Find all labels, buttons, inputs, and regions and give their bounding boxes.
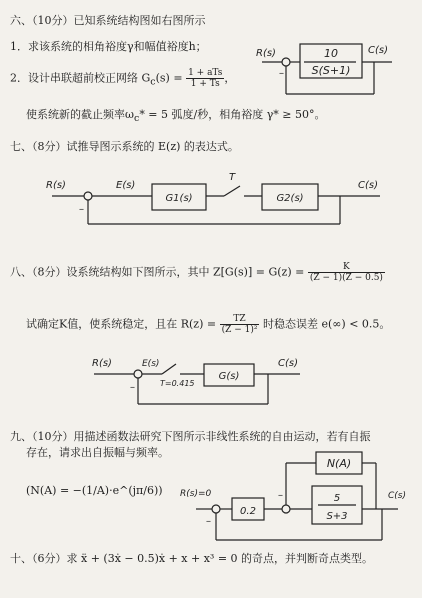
q6-frac-den: 1 + Ts [190, 79, 220, 89]
q6-minus-sign: – [279, 68, 284, 79]
q9-block-num: 5 [333, 493, 341, 504]
q9-nonlinear-label: N(A) [326, 457, 352, 470]
q9-minus-sign-1: – [206, 516, 211, 527]
q8-header-prefix: 八、（8分）设系统结构如下图所示，其中 Z[G(s)] = G(z) = [10, 265, 305, 279]
q8-line2 [26, 314, 390, 335]
q6-line2-sub: c [133, 113, 140, 125]
q8-line2-suffix: 时稳态误差 e(∞) < 0.5。 [262, 317, 391, 331]
q9-minus-sign-2: – [278, 490, 283, 501]
q6-output-label: C(s) [368, 45, 388, 56]
q7-block-g1-label: G1(s) [165, 193, 193, 204]
q7-sampler-label: T [229, 172, 236, 183]
q6-item1: 1．求该系统的相角裕度γ和幅值裕度h； [10, 40, 207, 53]
q6-item2-prefix: 2．设计串联超前校正网络 G [10, 71, 151, 85]
q7-summing-junction [84, 192, 92, 200]
q8-rz-fraction [220, 314, 260, 335]
q8-summing-junction [134, 370, 142, 378]
q7-block-g2-label: G2(s) [276, 193, 304, 204]
q9-block-den: S+3 [326, 511, 348, 522]
q8-sampler-switch [162, 364, 176, 374]
q6-frac-num: 1 + aTs [188, 68, 223, 78]
q8-gz-fraction [308, 262, 385, 283]
q6-line2-text: 使系统新的截止频率ω [26, 108, 134, 121]
q9-header2: 存在，请求出自振幅与频率。 [26, 446, 169, 459]
q8-rz-num: TZ [220, 314, 260, 325]
q6-line2-rest: * = 5 弧度/秒，相角裕度 γ* ≥ 50°。 [139, 108, 326, 121]
q8-rz-den: (Z − 1)² [221, 325, 258, 335]
q7-sampler-switch [224, 186, 240, 196]
q6-item2-suffix: ， [224, 71, 236, 85]
q8-error-label: E(s) [142, 359, 160, 369]
q9-formula: (N(A) = −(1/A)·e^(jπ/6)) [26, 484, 163, 497]
q7-output-label: C(s) [358, 180, 378, 191]
q9-header: 九、（10分）用描述函数法研究下图所示非线性系统的自由运动，若有自振 [10, 430, 371, 443]
q6-block-den: S(S+1) [311, 64, 351, 77]
q8-header [10, 262, 385, 283]
q10-text: 十、（6分）求 ẍ + (3ẋ − 0.5)ẋ + x + x³ = 0 的奇点，并判断奇点类型。 [10, 552, 374, 565]
q6-item2-sub: c [150, 76, 156, 88]
q8-sampler-label: T=0.415 [160, 379, 195, 388]
q9-gain-label: 0.2 [240, 506, 256, 517]
q7-error-label: E(s) [116, 180, 136, 191]
q8-minus-sign: – [130, 382, 135, 393]
q9-input-label: R(s)=0 [180, 489, 212, 499]
q6-block-num: 10 [324, 47, 338, 60]
q8-gz-den: (Z − 1)(Z − 0.5) [309, 273, 383, 283]
q7-input-label: R(s) [46, 180, 66, 191]
q9-summing-junction-1 [212, 505, 220, 513]
q8-gz-num: K [308, 262, 385, 273]
q7-header: 七、（8分）试推导图示系统的 E(z) 的表达式。 [10, 140, 239, 153]
q7-minus-sign: – [79, 204, 84, 215]
q8-output-label: C(s) [278, 358, 298, 369]
q8-input-label: R(s) [92, 358, 112, 369]
q6-summing-junction [282, 58, 290, 66]
q9-summing-junction-2 [282, 505, 290, 513]
q9-output-label: C(s) [388, 491, 406, 501]
q8-line2-prefix: 试确定K值，使系统稳定，且在 R(z) = [26, 317, 217, 331]
q6-header: 六、（10分）已知系统结构图如右图所示 [10, 14, 206, 27]
q6-input-label: R(s) [256, 48, 276, 59]
q8-block-g-label: G(s) [218, 371, 240, 382]
q6-item2-mid: (s) = [155, 71, 183, 85]
